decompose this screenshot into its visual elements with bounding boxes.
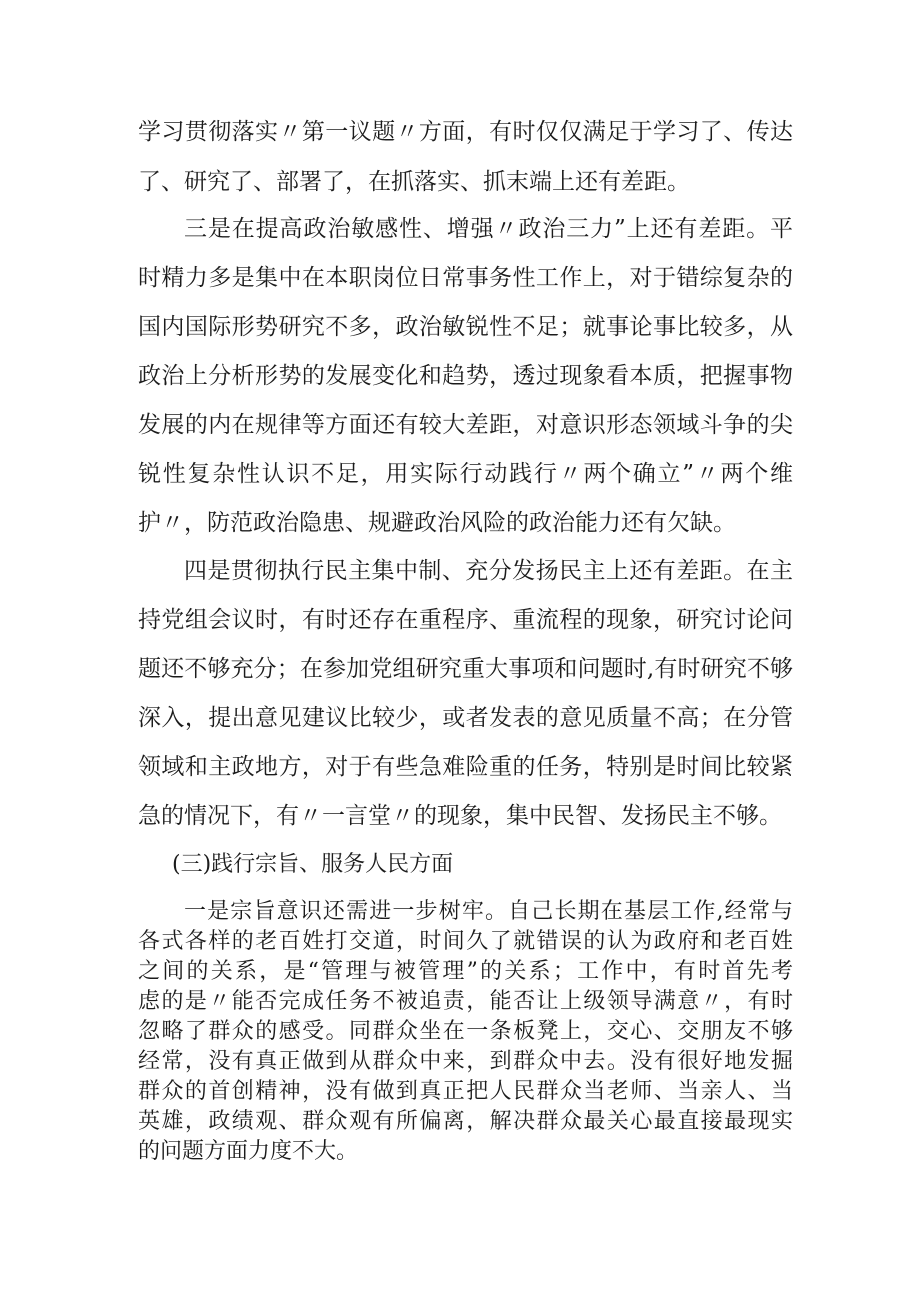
text-line: 时精力多是集中在本职岗位日常事务性工作上，对于错综复杂的 (138, 265, 793, 291)
text-line: 虑的是〃能否完成任务不被追责，能否让上级领导满意〃，有时 (138, 989, 793, 1014)
text-line: 深入，提出意见建议比较少，或者发表的意见质量不高；在分管 (138, 705, 793, 731)
text-line: 的问题方面力度不大。 (138, 1139, 359, 1164)
text-line: 护〃，防范政治隐患、规避政治风险的政治能力还有欠缺。 (138, 510, 736, 536)
text-line: 群众的首创精神，没有做到真正把人民群众当老师、当亲人、当 (138, 1079, 793, 1104)
section-heading: (三)践行宗旨、服务人民方面 (172, 852, 454, 877)
text-line: 发展的内在规律等方面还有较大差距，对意识形态领域斗争的尖 (138, 412, 793, 438)
text-line: 忽略了群众的感受。同群众坐在一条板凳上，交心、交朋友不够 (138, 1019, 793, 1044)
text-line: 三是在提高政治敏感性、增强〃政治三力”上还有差距。平 (184, 216, 793, 242)
text-line: 国内国际形势研究不多，政治敏锐性不足；就事论事比较多，从 (138, 314, 793, 340)
text-line: 经常，没有真正做到从群众中来，到群众中去。没有很好地发掘 (138, 1049, 793, 1074)
text-line: 学习贯彻落实〃第一议题〃方面，有时仅仅满足于学习了、传达 (138, 119, 793, 145)
text-line: 领域和主政地方，对于有些急难险重的任务，特别是时间比较紧 (138, 754, 793, 780)
text-line: 持党组会议时，有时还存在重程序、重流程的现象，研究讨论问 (138, 607, 793, 633)
text-line: 一是宗旨意识还需进一步树牢。自己长期在基层工作,经常与 (184, 899, 793, 924)
text-line: 了、研究了、部署了，在抓落实、抓末端上还有差距。 (138, 169, 690, 195)
text-line: 锐性复杂性认识不足，用实际行动践行〃两个确立”〃两个维 (138, 461, 793, 487)
text-line: 之间的关系，是“管理与被管理”的关系；工作中，有时首先考 (138, 959, 793, 984)
text-line: 四是贯彻执行民主集中制、充分发扬民主上还有差距。在主 (184, 558, 793, 584)
text-line: 英雄，政绩观、群众观有所偏离，解决群众最关心最直接最现实 (138, 1109, 793, 1134)
text-line: 政治上分析形势的发展变化和趋势，透过现象看本质，把握事物 (138, 363, 793, 389)
text-line: 题还不够充分；在参加党组研究重大事项和问题时,有时研究不够 (138, 656, 793, 682)
text-line: 各式各样的老百姓打交道，时间久了就错误的认为政府和老百姓 (138, 929, 793, 954)
text-line: 急的情况下，有〃一言堂〃的现象，集中民智、发扬民主不够。 (138, 803, 782, 829)
